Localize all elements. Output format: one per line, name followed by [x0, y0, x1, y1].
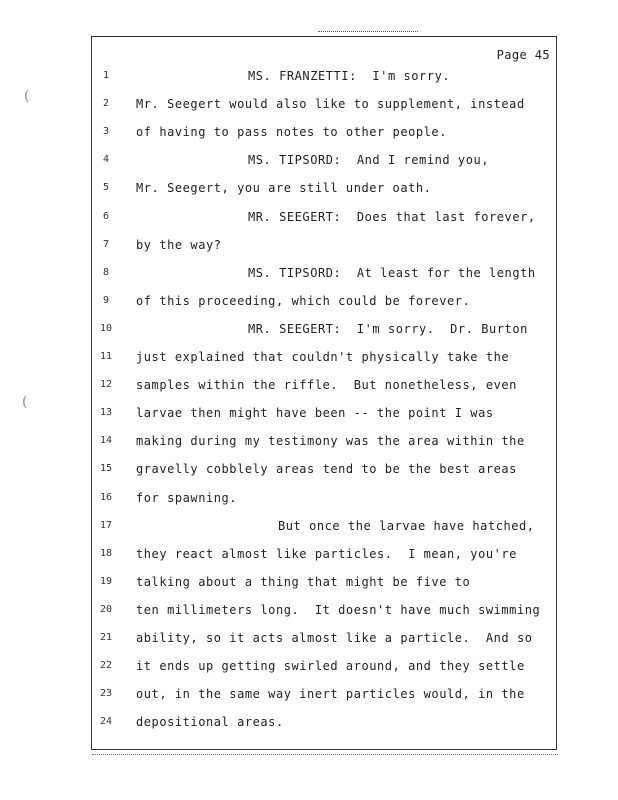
line-number: 13 — [99, 407, 113, 419]
line-number: 20 — [99, 603, 113, 615]
line-number: 8 — [102, 266, 110, 278]
line-text: out, in the same way inert particles would, in the — [136, 687, 525, 702]
transcript-line — [0, 94, 618, 114]
transcript-line — [0, 516, 618, 536]
transcript-line — [0, 656, 618, 676]
page-number: Page 45 — [496, 48, 550, 62]
transcript-line — [0, 178, 618, 198]
line-text: for spawning. — [136, 490, 238, 505]
transcript-line — [0, 319, 618, 339]
line-text: MR. SEEGERT: Does that last forever, — [248, 209, 536, 224]
line-text: ten millimeters long. It doesn't have much swimming — [136, 602, 541, 617]
line-number: 12 — [99, 379, 113, 391]
line-number: 17 — [99, 519, 113, 531]
transcript-line — [0, 291, 618, 311]
line-text: Mr. Seegert would also like to supplement, instead — [136, 97, 525, 112]
line-text: talking about a thing that might be five to — [136, 574, 471, 589]
transcript-line — [0, 347, 618, 367]
line-number: 16 — [99, 491, 113, 503]
transcript-line — [0, 263, 618, 283]
transcript-line — [0, 150, 618, 170]
line-number: 22 — [99, 660, 113, 672]
line-text: making during my testimony was the area within the — [136, 434, 525, 449]
line-number: 9 — [102, 294, 110, 306]
transcript-line — [0, 207, 618, 227]
transcript-line — [0, 488, 618, 508]
line-number: 3 — [102, 126, 110, 138]
footer-mark — [92, 754, 558, 755]
transcript-line — [0, 712, 618, 732]
line-text: MR. SEEGERT: I'm sorry. Dr. Burton — [248, 321, 528, 336]
line-text: gravelly cobblely areas tend to be the best areas — [136, 462, 517, 477]
line-number: 5 — [102, 182, 110, 194]
transcript-line — [0, 628, 618, 648]
line-number: 11 — [99, 351, 113, 362]
line-text: ability, so it acts almost like a particle. And so — [136, 631, 533, 645]
line-number: 2 — [102, 98, 110, 110]
transcript-line — [0, 431, 618, 451]
line-number: 6 — [102, 210, 110, 222]
line-number: 23 — [99, 688, 113, 700]
line-number: 10 — [99, 322, 113, 334]
transcript-line — [0, 600, 618, 620]
line-number: 1 — [102, 70, 110, 81]
line-text: of this proceeding, which could be forever. — [136, 293, 471, 308]
line-number: 4 — [102, 154, 110, 166]
line-text: samples within the riffle. But nonetheless, even — [136, 378, 517, 393]
transcript-line — [0, 403, 618, 423]
line-text: depositional areas. — [136, 715, 284, 730]
line-text: it ends up getting swirled around, and they settle — [136, 659, 525, 674]
line-number: 14 — [99, 435, 113, 447]
line-text: But once the larvae have hatched, — [278, 518, 535, 533]
transcript-line — [0, 572, 618, 592]
line-text: just explained that couldn't physically take the — [136, 350, 510, 364]
transcript-line — [0, 544, 618, 564]
line-number: 24 — [99, 716, 113, 728]
margin-mark: ( — [22, 394, 28, 410]
line-text: MS. FRANZETTI: I'm sorry. — [248, 69, 451, 83]
transcript-line — [0, 459, 618, 479]
line-number: 21 — [99, 632, 113, 643]
line-text: they react almost like particles. I mean, you're — [136, 546, 517, 561]
line-number: 19 — [99, 575, 113, 587]
line-text: MS. TIPSORD: And I remind you, — [248, 153, 490, 168]
transcript-line — [0, 375, 618, 395]
transcript-line — [0, 684, 618, 704]
transcript-line — [0, 66, 618, 86]
margin-mark: ( — [24, 88, 30, 104]
line-number: 7 — [102, 238, 110, 250]
line-text: MS. TIPSORD: At least for the length — [248, 265, 536, 280]
line-text: of having to pass notes to other people. — [136, 125, 447, 140]
line-number: 15 — [99, 463, 113, 475]
transcript-line — [0, 235, 618, 255]
transcript-line — [0, 122, 618, 142]
line-text: by the way? — [136, 237, 222, 252]
line-text: Mr. Seegert, you are still under oath. — [136, 181, 432, 196]
line-number: 18 — [99, 547, 113, 559]
line-text: larvae then might have been -- the point I was — [136, 406, 494, 421]
